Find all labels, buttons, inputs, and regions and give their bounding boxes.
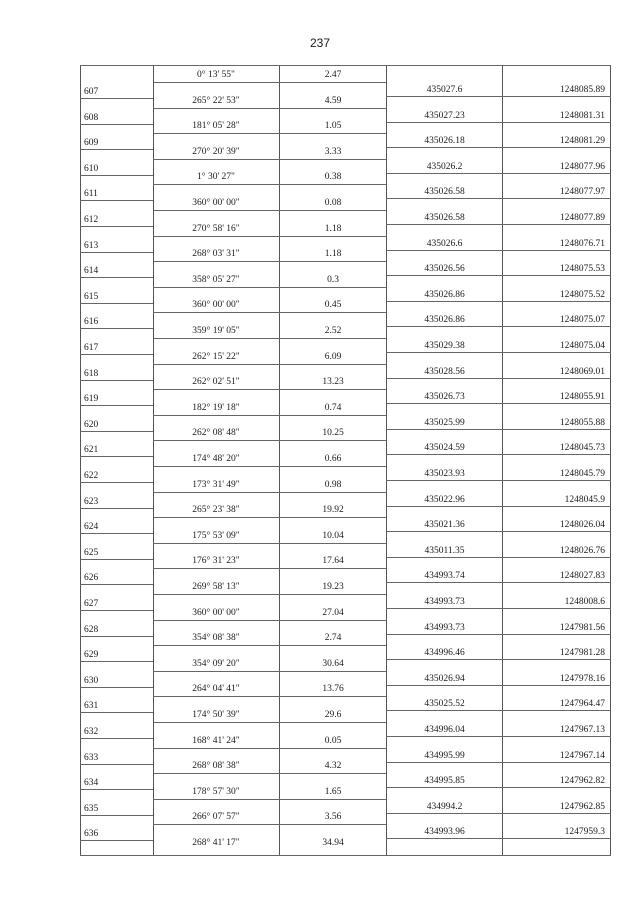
point-id-cell: 612: [84, 215, 99, 225]
bearing-cell: 262° 08' 48": [192, 428, 240, 439]
point-rule: [80, 815, 153, 816]
easting-cell: 1248076.71: [559, 238, 605, 249]
segment-rule: [153, 620, 386, 621]
coordinate-rule: [386, 506, 611, 507]
point-rule: [80, 764, 153, 765]
easting-cell: 1248075.07: [559, 315, 605, 326]
point-rule: [80, 533, 153, 534]
point-id-cell: 607: [84, 87, 99, 97]
coordinate-rule: [386, 378, 611, 379]
segment-rule: [153, 594, 386, 595]
segment-rule: [153, 415, 386, 416]
point-id-cell: 631: [84, 701, 99, 712]
coordinate-rule: [386, 736, 611, 737]
easting-cell: 1248055.91: [559, 392, 605, 403]
northing-cell: 435027.6: [426, 85, 463, 95]
segment-rule: [153, 236, 386, 237]
bearing-cell: 360° 00' 00": [192, 607, 240, 618]
easting-cell: 1247962.82: [559, 776, 605, 787]
bearing-cell: 360° 00' 00": [192, 300, 240, 311]
northing-cell: 435023.93: [424, 469, 465, 479]
distance-cell: 0.05: [324, 735, 342, 746]
bearing-cell: 182° 19' 18": [192, 402, 240, 413]
easting-cell: 1248026.76: [559, 545, 605, 556]
coordinate-rule: [386, 147, 611, 148]
easting-cell: 1247962.85: [559, 801, 605, 812]
coordinate-rule: [386, 557, 611, 558]
segment-rule: [153, 696, 386, 697]
distance-cell: 29.6: [324, 710, 342, 720]
northing-cell: 435029.38: [424, 341, 465, 351]
bearing-cell: 178° 57' 30": [192, 786, 240, 797]
point-id-cell: 623: [84, 496, 99, 507]
easting-cell: 1248077.96: [559, 161, 605, 172]
distance-cell: 4.32: [324, 761, 342, 772]
point-rule: [80, 200, 153, 201]
northing-cell: 435026.73: [424, 392, 465, 403]
point-rule: [80, 636, 153, 637]
point-id-cell: 617: [84, 343, 99, 353]
point-id-cell: 634: [84, 778, 99, 789]
distance-cell: 27.04: [322, 607, 344, 618]
segment-rule: [153, 159, 386, 160]
northing-cell: 435022.96: [424, 494, 465, 505]
coordinate-rule: [386, 634, 611, 635]
distance-cell: 6.09: [324, 351, 342, 362]
coordinate-rule: [386, 531, 611, 532]
distance-cell: 17.64: [322, 556, 344, 567]
coordinate-rule: [386, 250, 611, 251]
segment-rule: [153, 466, 386, 467]
segment-rule: [153, 799, 386, 800]
distance-cell: 3.56: [324, 812, 342, 823]
distance-cell: 13.23: [322, 377, 344, 388]
point-rule: [80, 354, 153, 355]
segment-rule: [153, 287, 386, 288]
segment-rule: [153, 773, 386, 774]
point-id-cell: 624: [84, 522, 99, 533]
bearing-cell: 268° 08' 38": [192, 761, 240, 772]
northing-cell: 435024.59: [424, 443, 465, 454]
point-rule: [80, 149, 153, 150]
easting-cell: 1248027.83: [559, 571, 605, 582]
easting-cell: 1248045.9: [564, 494, 605, 505]
coordinate-rule: [386, 608, 611, 609]
northing-cell: 435026.2: [426, 161, 463, 172]
easting-cell: 1247967.14: [559, 750, 605, 761]
coordinate-rule: [386, 659, 611, 660]
coordinate-rule: [386, 710, 611, 711]
northing-cell: 434993.96: [424, 827, 465, 838]
point-rule: [80, 405, 153, 406]
bearing-cell: 265° 22' 53": [192, 95, 240, 106]
bearing-cell: 360° 00' 00": [192, 198, 240, 208]
coordinate-rule: [386, 403, 611, 404]
northing-cell: 434996.04: [424, 725, 465, 735]
northing-cell: 435026.86: [424, 289, 465, 300]
distance-cell: 2.74: [324, 633, 342, 644]
distance-cell: 0.38: [324, 172, 342, 183]
point-rule: [80, 482, 153, 483]
point-rule: [80, 687, 153, 688]
easting-cell: 1247981.56: [559, 622, 605, 633]
coordinate-rule: [386, 454, 611, 455]
segment-rule: [153, 824, 386, 825]
coordinate-rule: [386, 813, 611, 814]
distance-cell: 19.92: [322, 505, 344, 516]
distance-cell: 10.25: [322, 428, 344, 439]
point-rule: [80, 226, 153, 227]
point-rule: [80, 303, 153, 304]
northing-cell: 434993.73: [424, 622, 465, 633]
northing-cell: 435025.99: [424, 417, 465, 428]
easting-cell: 1248026.04: [559, 520, 605, 531]
point-rule: [80, 456, 153, 457]
northing-cell: 434994.2: [426, 801, 463, 812]
coordinate-rule: [386, 326, 611, 327]
coordinate-rule: [386, 685, 611, 686]
point-id-cell: 633: [84, 752, 99, 763]
bearing-cell: 176° 31' 23": [192, 556, 240, 567]
segment-rule: [153, 108, 386, 109]
coordinate-rule: [386, 838, 611, 839]
bearing-cell: 265° 23' 38": [192, 505, 240, 516]
easting-cell: 1248075.53: [559, 264, 605, 275]
point-id-cell: 615: [84, 291, 99, 302]
bearing-cell: 268° 41' 17": [192, 838, 240, 848]
easting-cell: 1248075.04: [559, 341, 605, 351]
distance-cell: 13.76: [322, 684, 344, 695]
distance-cell: 0.3: [327, 274, 339, 285]
northing-cell: 435026.56: [424, 264, 465, 275]
coordinate-rule: [386, 352, 611, 353]
northing-cell: 434995.99: [424, 750, 465, 761]
easting-cell: 1248069.01: [559, 366, 605, 377]
coordinate-rule: [386, 224, 611, 225]
easting-cell: 1248045.79: [559, 469, 605, 479]
coordinate-rule: [386, 582, 611, 583]
point-rule: [80, 277, 153, 278]
northing-cell: 435026.86: [424, 315, 465, 326]
point-rule: [80, 559, 153, 560]
distance-cell: 0.08: [324, 198, 342, 208]
bearing-cell: 173° 31' 49": [192, 479, 240, 490]
point-id-cell: 616: [84, 317, 99, 328]
segment-rule: [153, 312, 386, 313]
easting-cell: 1248077.89: [559, 213, 605, 223]
table-border-top: [80, 65, 611, 66]
easting-cell: 1248008.6: [564, 597, 605, 607]
distance-cell: 3.33: [324, 146, 342, 157]
northing-cell: 434995.85: [424, 776, 465, 787]
segment-rule: [153, 184, 386, 185]
bearing-cell: 0° 13' 55": [197, 70, 235, 80]
distance-cell: 0.45: [324, 300, 342, 311]
point-rule: [80, 328, 153, 329]
distance-cell: 19.23: [322, 582, 344, 592]
segment-rule: [153, 261, 386, 262]
easting-cell: 1248085.89: [559, 85, 605, 95]
segment-rule: [153, 440, 386, 441]
coordinate-rule: [386, 96, 611, 97]
coordinate-rule: [386, 198, 611, 199]
point-rule: [80, 252, 153, 253]
point-id-cell: 609: [84, 138, 99, 149]
bearing-cell: 174° 50' 39": [192, 710, 240, 720]
distance-cell: 4.59: [324, 95, 342, 106]
distance-cell: 1.18: [324, 249, 342, 260]
segment-rule: [153, 543, 386, 544]
bearing-cell: 270° 20' 39": [192, 146, 240, 157]
segment-rule: [153, 671, 386, 672]
segment-rule: [153, 133, 386, 134]
northing-cell: 435025.52: [424, 699, 465, 710]
easting-cell: 1248081.31: [559, 110, 605, 121]
point-rule: [80, 508, 153, 509]
point-rule: [80, 789, 153, 790]
distance-cell: 34.94: [322, 838, 344, 848]
point-id-cell: 614: [84, 266, 99, 277]
bearing-cell: 354° 09' 20": [192, 658, 240, 669]
easting-cell: 1247959.3: [564, 827, 605, 838]
distance-cell: 10.04: [322, 530, 344, 541]
northing-cell: 435026.94: [424, 673, 465, 684]
point-id-cell: 627: [84, 599, 99, 609]
easting-cell: 1248077.97: [559, 187, 605, 198]
point-id-cell: 625: [84, 547, 99, 558]
segment-rule: [153, 645, 386, 646]
distance-cell: 2.47: [324, 70, 342, 80]
point-id-cell: 610: [84, 163, 99, 174]
northing-cell: 435026.6: [426, 238, 463, 249]
point-id-cell: 611: [84, 189, 98, 200]
bearing-cell: 358° 05' 27": [192, 274, 240, 285]
segment-rule: [153, 722, 386, 723]
northing-cell: 435028.56: [424, 366, 465, 377]
bearing-cell: 181° 05' 28": [192, 121, 240, 132]
bearing-cell: 269° 58' 13": [192, 582, 240, 592]
coordinate-rule: [386, 301, 611, 302]
bearing-cell: 354° 08' 38": [192, 633, 240, 644]
point-id-cell: 622: [84, 471, 99, 481]
coordinate-rule: [386, 275, 611, 276]
distance-cell: 1.05: [324, 121, 342, 132]
northing-cell: 434996.46: [424, 648, 465, 659]
northing-cell: 434993.73: [424, 597, 465, 607]
northing-cell: 435026.18: [424, 136, 465, 147]
point-id-cell: 608: [84, 112, 99, 123]
easting-cell: 1247967.13: [559, 725, 605, 735]
bearing-cell: 175° 53' 09": [192, 530, 240, 541]
point-rule: [80, 610, 153, 611]
point-rule: [80, 712, 153, 713]
point-id-cell: 619: [84, 394, 99, 405]
page-number: 237: [309, 36, 331, 50]
distance-cell: 1.65: [324, 786, 342, 797]
point-rule: [80, 124, 153, 125]
column-divider: [502, 65, 503, 856]
point-id-cell: 632: [84, 727, 99, 737]
segment-rule: [153, 364, 386, 365]
northing-cell: 435021.36: [424, 520, 465, 531]
coordinate-rule: [386, 122, 611, 123]
segment-rule: [153, 568, 386, 569]
table-border-right: [610, 65, 611, 856]
northing-cell: 435027.23: [424, 110, 465, 121]
segment-rule: [153, 210, 386, 211]
easting-cell: 1248075.52: [559, 289, 605, 300]
bearing-cell: 174° 48' 20": [192, 454, 240, 464]
distance-cell: 2.52: [324, 326, 342, 336]
point-id-cell: 626: [84, 573, 99, 584]
table-border-bottom: [80, 855, 611, 856]
point-rule: [80, 840, 153, 841]
point-id-cell: 628: [84, 624, 99, 635]
distance-cell: 30.64: [322, 658, 344, 669]
point-rule: [80, 738, 153, 739]
bearing-cell: 266° 07' 57": [192, 812, 240, 823]
coordinate-rule: [386, 429, 611, 430]
bearing-cell: 168° 41' 24": [192, 735, 240, 746]
segment-rule: [153, 82, 386, 83]
point-rule: [80, 431, 153, 432]
point-rule: [80, 661, 153, 662]
coordinate-rule: [386, 173, 611, 174]
segment-rule: [153, 338, 386, 339]
point-id-cell: 635: [84, 803, 99, 814]
bearing-cell: 359° 19' 05": [192, 326, 240, 336]
bearing-cell: 264° 04' 41": [192, 684, 240, 695]
point-id-cell: 620: [84, 419, 99, 430]
bearing-cell: 270° 58' 16": [192, 223, 240, 234]
point-id-cell: 636: [84, 829, 99, 840]
easting-cell: 1247978.16: [559, 673, 605, 684]
coordinates-table: [80, 65, 611, 856]
easting-cell: 1247981.28: [559, 648, 605, 659]
distance-cell: 0.66: [324, 454, 342, 464]
distance-cell: 0.98: [324, 479, 342, 490]
northing-cell: 435026.58: [424, 213, 465, 223]
northing-cell: 434993.74: [424, 571, 465, 582]
easting-cell: 1248045.73: [559, 443, 605, 454]
distance-cell: 1.18: [324, 223, 342, 234]
point-rule: [80, 584, 153, 585]
bearing-cell: 268° 03' 31": [192, 249, 240, 260]
bearing-cell: 1° 30' 27": [197, 172, 235, 183]
point-rule: [80, 98, 153, 99]
easting-cell: 1247964.47: [559, 699, 605, 710]
easting-cell: 1248055.88: [559, 417, 605, 428]
northing-cell: 435026.58: [424, 187, 465, 198]
point-id-cell: 618: [84, 368, 99, 379]
point-id-cell: 621: [84, 445, 99, 456]
segment-rule: [153, 492, 386, 493]
point-rule: [80, 380, 153, 381]
bearing-cell: 262° 15' 22": [192, 351, 240, 362]
segment-rule: [153, 748, 386, 749]
segment-rule: [153, 389, 386, 390]
coordinate-rule: [386, 762, 611, 763]
bearing-cell: 262° 02' 51": [192, 377, 240, 388]
point-rule: [80, 175, 153, 176]
northing-cell: 435011.35: [424, 545, 465, 556]
point-id-cell: 613: [84, 240, 99, 251]
column-divider: [386, 65, 387, 856]
coordinate-rule: [386, 787, 611, 788]
segment-rule: [153, 517, 386, 518]
coordinate-rule: [386, 480, 611, 481]
easting-cell: 1248081.29: [559, 136, 605, 147]
distance-cell: 0.74: [324, 402, 342, 413]
point-id-cell: 630: [84, 675, 99, 686]
point-id-cell: 629: [84, 650, 99, 661]
